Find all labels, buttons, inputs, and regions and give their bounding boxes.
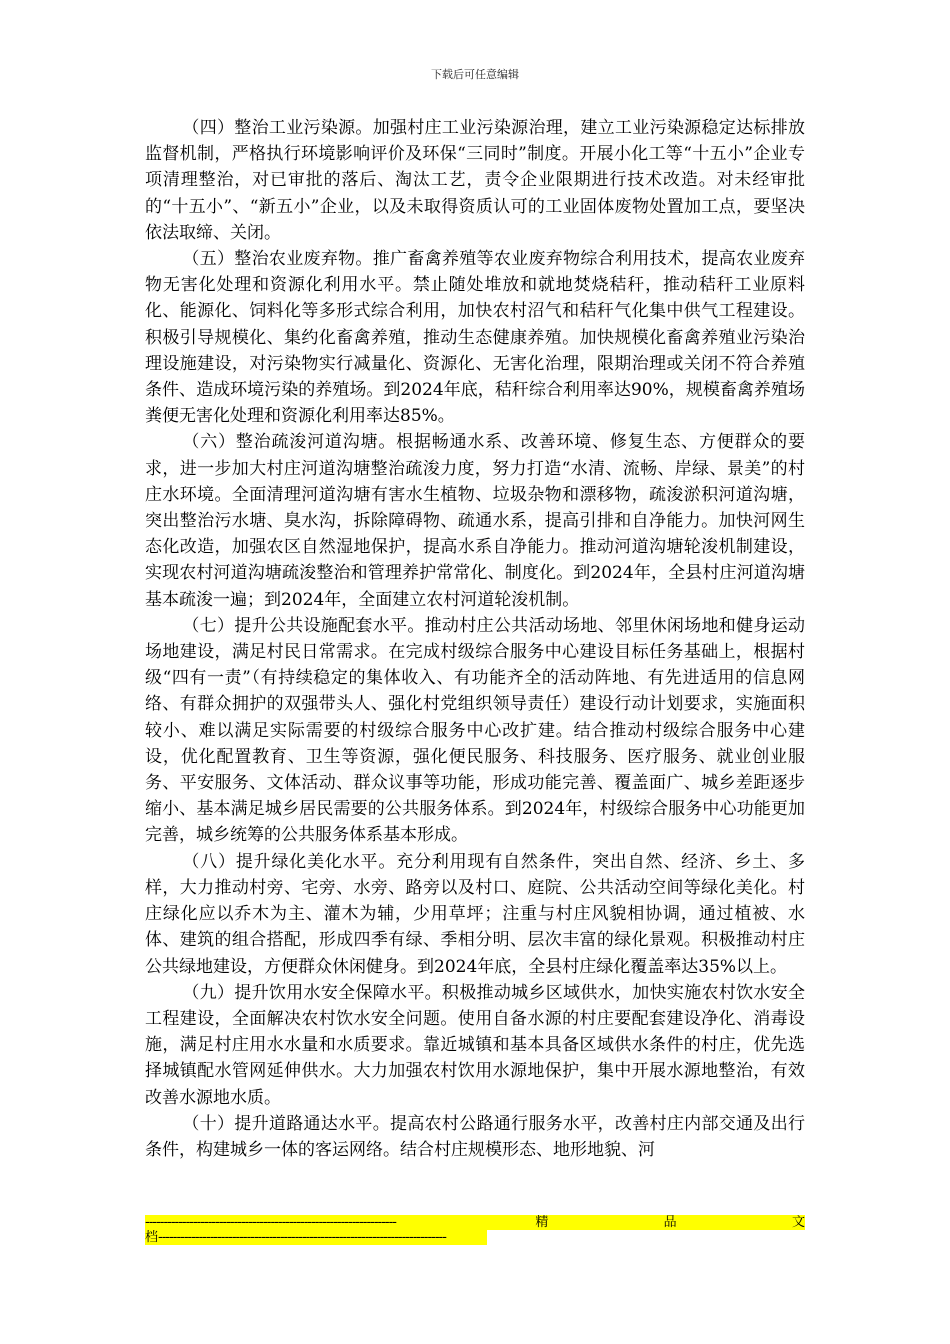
footer-char-pin: 品 [663,1215,677,1230]
paragraph-agricultural-waste: （五）整治农业废弃物。推广畜禽养殖等农业废弃物综合利用技术，提高农业废弃物无害化处理和资源化利用水平。禁止随处堆放和就地焚烧秸秆，推动秸秆工业原料化、能源化、饲料化等多形式综合利用，加快农村沼气和秸秆气化集中供气工程建设。积极引导规模化、集约化畜禽养殖，推动生态健康养殖。加快规模化畜禽养殖业污染治理设施建设，对污染物实行减量化、资源化、无害化治理，限期治理或关闭不符合养殖条件、造成环境污染的养殖场。到2024年底，秸秆综合利用率达90%，规模畜禽养殖场粪便无害化处理和资源化利用率达85%。 [145,249,805,427]
footer-watermark-band [145,1215,805,1245]
footer-dashes-2: ------------------------------------------------------------------------------ [158,1230,446,1245]
footer-line-1 [145,1215,805,1230]
paragraph-river-dredging: （六）整治疏浚河道沟塘。根据畅通水系、改善环境、修复生态、方便群众的要求，进一步加大村庄河道沟塘整治疏浚力度，努力打造“水清、流畅、岸绿、景美”的村庄水环境。全面清理河道沟塘有害水生植物、垃圾杂物和漂移物，疏浚淤积河道沟塘，突出整治污水塘、臭水沟，拆除障碍物、疏通水系，提高引排和自净能力。加快河网生态化改造，加强农区自然湿地保护，提高水系自净能力。推动河道沟塘轮浚机制建设，实现农村河道沟塘疏浚整治和管理养护常常化、制度化。到2024年，全县村庄河道沟塘基本疏浚一遍；到2024年，全面建立农村河道轮浚机制。 [145,432,805,610]
footer-line-2 [145,1230,487,1245]
footer-char-jing: 精 [535,1215,549,1230]
footer-dashes: -------------------------------------------------------------------- [145,1215,396,1230]
paragraph-road-access: （十）提升道路通达水平。提高农村公路通行服务水平，改善村庄内部交通及出行条件，构建城乡一体的客运网络。结合村庄规模形态、地形地貌、河 [145,1113,805,1160]
paragraph-public-facilities: （七）提升公共设施配套水平。推动村庄公共活动场地、邻里休闲场地和健身运动场地建设，满足村民日常需求。在完成村级综合服务中心建设目标任务基础上，根据村级“四有一责”（有持续稳定的集体收入、有功能齐全的活动阵地、有先进适用的信息网络、有群众拥护的双强带头人、强化村党组织领导责任）建设行动计划要求，实施面积较小、难以满足实际需要的村级综合服务中心改扩建。结合推动村级综合服务中心建设，优化配置教育、卫生等资源，强化便民服务、科技服务、医疗服务、就业创业服务、平安服务、文体活动、群众议事等功能，形成功能完善、覆盖面广、城乡差距逐步缩小、基本满足城乡居民需要的公共服务体系。到2024年，村级综合服务中心功能更加完善，城乡统筹的公共服务体系基本形成。 [145,615,805,846]
footer-char-dang: 档 [145,1230,159,1245]
paragraph-industrial-pollution: （四）整治工业污染源。加强村庄工业污染源治理，建立工业污染源稳定达标排放监督机制，严格执行环境影响评价及环保“三同时”制度。开展小化工等“十五小”企业专项清理整治，对已审批的落后、淘汰工艺，责令企业限期进行技术改造。对未经审批的“十五小”、“新五小”企业，以及未取得资质认可的工业固体废物处置加工点，要坚决依法取缔、关闭。 [145,118,805,243]
document-body [145,115,805,1163]
footer-char-wen: 文 [791,1215,805,1230]
paragraph-greening: （八）提升绿化美化水平。充分利用现有自然条件，突出自然、经济、乡土、多样，大力推动村旁、宅旁、水旁、路旁以及村口、庭院、公共活动空间等绿化美化。村庄绿化应以乔木为主、灌木为辅，少用草坪；注重与村庄风貌相协调，通过植被、水体、建筑的组合搭配，形成四季有绿、季相分明、层次丰富的绿化景观。积极推动村庄公共绿地建设，方便群众休闲健身。到2024年底，全县村庄绿化覆盖率达35%以上。 [145,851,805,977]
paragraph-drinking-water: （九）提升饮用水安全保障水平。积极推动城乡区域供水，加快实施农村饮水安全工程建设，全面解决农村饮水安全问题。使用自备水源的村庄要配套建设净化、消毒设施，满足村庄用水水量和水质要求。靠近城镇和基本具备区域供水条件的村庄，优先选择城镇配水管网延伸供水。大力加强农村饮用水源地保护，集中开展水源地整治，有效改善水源地水质。 [145,982,805,1108]
header-note: 下载后可任意编辑 [431,68,519,81]
